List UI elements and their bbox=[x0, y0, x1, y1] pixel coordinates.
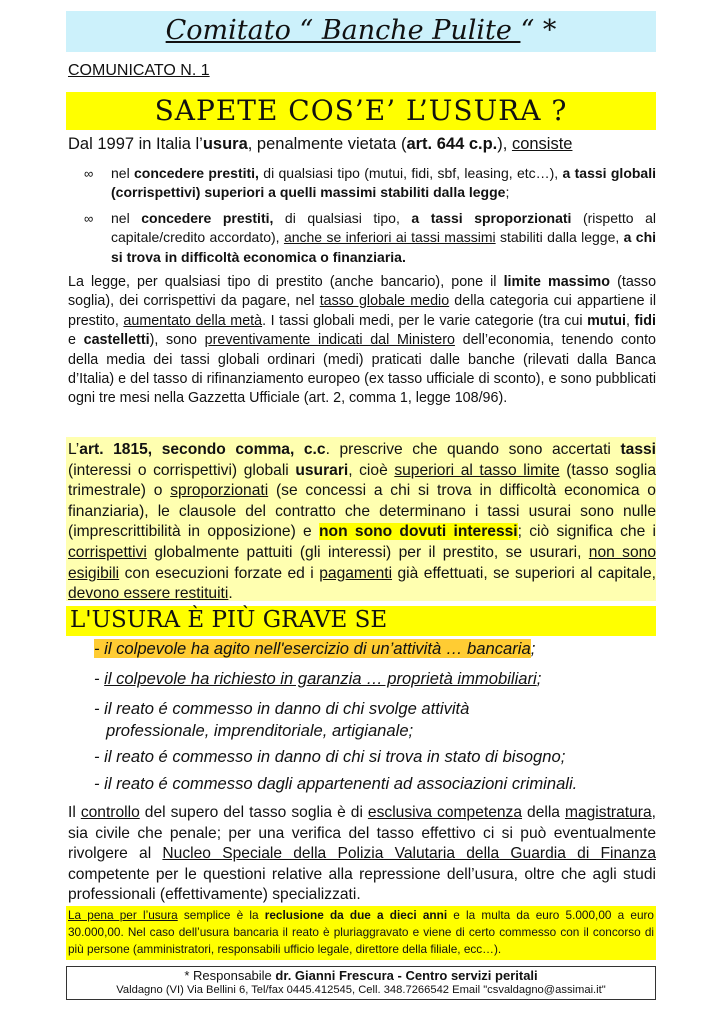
aggravating-item: - il reato é commesso in danno di chi si trova in stato di bisogno; bbox=[94, 747, 566, 766]
paragraph-art-1815: L’art. 1815, secondo comma, c.c. prescrive che quando sono accertati tassi (interessi o corrispettivi) globali usurari, cioè superiori al tasso limite (tasso soglia trimestrale) o sproporzionati (se concessi a chi si trova in difficoltà economica o finanziaria), le clausole del contratto che determinano i tassi usurai sono nulle (imprescrittibilità in opposizione) e non sono dovuti interessi; ciò significa che i corrispettivi globalmente pattuiti (gli interessi) per il prestito, se usurari, non sono esigibili con esecuzioni forzate ed i pagamenti già effettuati, se superiori al capitale, devono essere restituiti. bbox=[68, 441, 657, 603]
footer-address: Valdagno (VI) Via Bellini 6, Tel/fax 0445.412545, Cell. 348.7266542 Email "csvaldagno@assimai.it" bbox=[116, 984, 606, 996]
footer-responsible: * Responsabile dr. Gianni Frescura - Centro servizi peritali bbox=[184, 968, 538, 983]
aggravating-item: - il reato é commesso in danno di chi svolge attività professionale, imprenditoriale, artigianale; bbox=[94, 699, 470, 740]
section-banner bbox=[66, 606, 656, 636]
paragraph-controllo: Il controllo del supero del tasso soglia è di esclusiva competenza della magistratura, sia civile che penale; per una verifica del tasso effettivo ci si può eventualmente rivolgere al Nucleo Speciale della Polizia Valutaria della Guardia di Finanza competente per le questioni relative alla repressione dell’usura, oltre che agli studi professionali (effettivamente) specializzati. bbox=[68, 804, 656, 904]
paragraph-legge: La legge, per qualsiasi tipo di prestito (anche bancario), pone il limite massimo (tasso soglia), dei corrispettivi da pagare, nel tasso globale medio della categoria cui appartiene il prestito, aumentato della metà. I tassi globali medi, per le varie categorie (tra cui mutui, fidi e castelletti), sono preventivamente indicati dal Ministero dell’economia, tenendo conto della media dei tassi globali ordinari (medi) praticati dalle banche (rilevati dalla Banca d’Italia) e del tasso di rifinanziamento europeo (ex tasso ufficiale di sconto), e sono pubblicati ogni tre mesi nella Gazzetta Ufficiale (art. 2, comma 1, legge 108/96). bbox=[68, 274, 657, 407]
bullet-text: nel concedere prestiti, di qualsiasi tipo (mutui, fidi, sbf, leasing, etc…), a tassi globali (corrispettivi) superiori a quelli massimi stabiliti dalla legge; bbox=[111, 165, 656, 201]
headline-banner bbox=[66, 92, 656, 130]
aggravating-item: - il colpevole ha agito nell'esercizio di un’attività … bancaria; bbox=[94, 639, 536, 658]
penalty-text: La pena per l’usura semplice è la reclusione da due a dieci anni e la multa da euro 5.000,00 a euro 30.000,00. Nel caso dell’usura bancaria il reato è pluriaggravato e viene di certo commesso con il concorso di più persone (amministratori, responsabili ufficio legale, direttore della filiale, ecc…). bbox=[68, 908, 654, 956]
intro-sentence: Dal 1997 in Italia l’usura, penalmente vietata (art. 644 c.p.), consiste bbox=[68, 135, 573, 153]
section-title: L'USURA È PIÙ GRAVE SE bbox=[70, 607, 388, 633]
footer-box bbox=[66, 966, 656, 1000]
bullet-item bbox=[84, 164, 656, 203]
bullet-text: nel concedere prestiti, di qualsiasi tipo, a tassi sproporzionati (rispetto al capitale/credito accordato), anche se inferiori ai tassi massimi stabiliti dalla legge, a chi si trova in difficoltà economica o finanziaria. bbox=[111, 210, 657, 265]
title-banner bbox=[66, 11, 656, 52]
communique-number: COMUNICATO N. 1 bbox=[68, 62, 210, 79]
document-title: Comitato “ Banche Pulite “ * bbox=[165, 15, 557, 46]
penalty-box bbox=[66, 906, 656, 960]
aggravating-item: - il reato é commesso dagli appartenenti ad associazioni criminali. bbox=[94, 774, 578, 793]
infinity-icon: ∞ bbox=[84, 211, 94, 226]
bullet-item bbox=[84, 209, 656, 267]
infinity-icon: ∞ bbox=[84, 166, 94, 181]
aggravating-item: - il colpevole ha richiesto in garanzia … proprietà immobiliari; bbox=[94, 669, 542, 688]
headline: SAPETE COS’E’ L’USURA ? bbox=[154, 94, 568, 127]
